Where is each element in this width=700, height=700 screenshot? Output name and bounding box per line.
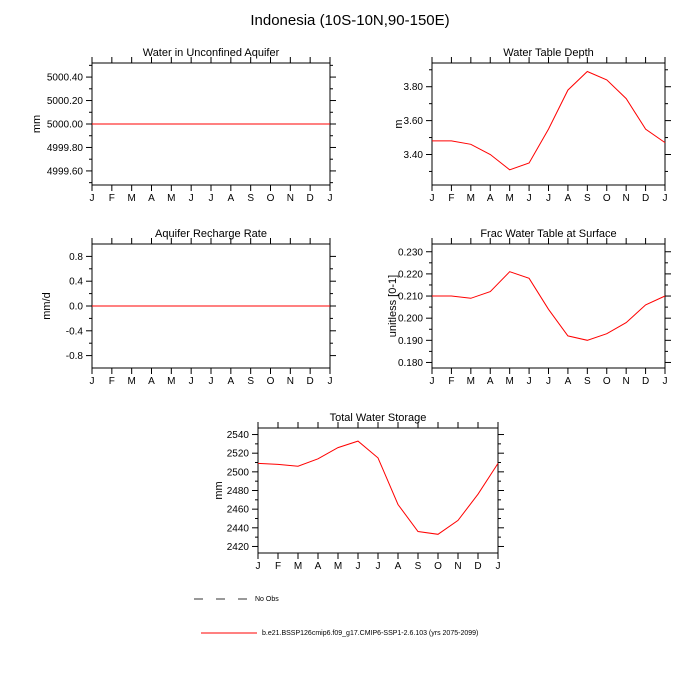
- no-obs-line-swatch: [193, 594, 251, 604]
- y-tick-label: 3.40: [403, 150, 423, 161]
- y-tick-label: 3.60: [403, 116, 423, 128]
- x-tick-label: O: [602, 376, 611, 387]
- y-tick-label: 3.80: [403, 82, 423, 94]
- chart-total-water-storage: [213, 412, 504, 572]
- model-line-swatch: [200, 628, 258, 638]
- x-tick-label: J: [188, 376, 194, 387]
- y-axis-label: mm: [31, 114, 43, 134]
- chart-aquifer-recharge-rate: [41, 228, 336, 387]
- x-tick-label: J: [89, 193, 95, 204]
- x-tick-label: J: [208, 193, 214, 204]
- figure-title: Indonesia (10S-10N,90-150E): [250, 12, 450, 29]
- y-tick-label: -0.4: [65, 326, 83, 338]
- x-tick-label: N: [622, 193, 630, 204]
- plot-frame: [258, 428, 498, 553]
- x-tick-label: M: [505, 376, 514, 387]
- y-tick-label: 2460: [226, 504, 249, 516]
- x-tick-label: F: [448, 193, 455, 204]
- x-tick-label: M: [466, 376, 476, 387]
- x-tick-label: J: [526, 376, 532, 387]
- legend-label-model: b.e21.BSSP126cmip6.f09_g17.CMIP6-SSP1-2.6.103 (yrs 2075-2099): [262, 629, 479, 637]
- y-tick-label: 0.200: [397, 313, 423, 325]
- y-tick-label: 0.4: [69, 276, 83, 288]
- x-tick-label: M: [127, 376, 136, 387]
- series-line-water-table-depth: [432, 72, 665, 170]
- x-tick-label: N: [454, 561, 462, 572]
- y-tick-label: 0.0: [69, 301, 83, 313]
- x-tick-label: A: [227, 193, 235, 204]
- y-tick-label: 0.220: [397, 269, 423, 281]
- x-tick-label: F: [448, 376, 455, 387]
- chart-title: Water Table Depth: [503, 47, 594, 59]
- x-tick-label: J: [429, 193, 435, 204]
- x-tick-label: N: [286, 376, 294, 387]
- y-tick-label: 2480: [226, 486, 249, 497]
- x-tick-label: A: [564, 376, 572, 387]
- x-tick-label: M: [293, 561, 303, 572]
- x-tick-label: J: [546, 193, 551, 204]
- x-tick-label: A: [486, 193, 494, 204]
- x-tick-label: J: [495, 561, 501, 572]
- y-tick-label: 5000.00: [46, 119, 83, 131]
- y-tick-label: 2540: [226, 430, 249, 442]
- chart-title: Total Water Storage: [329, 412, 427, 424]
- x-tick-label: J: [546, 376, 551, 387]
- x-tick-label: D: [306, 193, 314, 204]
- series-line-total-water-storage: [258, 441, 498, 534]
- chart-frac-water-table-at-surface: [387, 228, 671, 387]
- y-tick-label: 2520: [226, 448, 249, 460]
- chart-water-table-depth: [393, 47, 671, 204]
- x-tick-label: J: [327, 193, 333, 204]
- legend-label-no-obs: No Obs: [255, 595, 279, 603]
- x-tick-label: J: [188, 193, 194, 204]
- chart-title: Water in Unconfined Aquifer: [142, 47, 280, 59]
- y-axis-label: m: [393, 119, 405, 129]
- y-tick-label: 2440: [226, 523, 249, 535]
- y-axis-label: mm: [213, 481, 225, 500]
- x-tick-label: J: [327, 376, 333, 387]
- plot-frame: [432, 244, 665, 368]
- y-tick-label: 0.180: [397, 357, 423, 369]
- y-tick-label: 0.8: [69, 251, 83, 263]
- x-tick-label: S: [414, 561, 422, 572]
- x-tick-label: F: [108, 193, 115, 204]
- x-tick-label: J: [89, 376, 95, 387]
- x-tick-label: A: [148, 193, 155, 204]
- x-tick-label: A: [227, 376, 235, 387]
- y-tick-label: 5000.20: [46, 96, 83, 108]
- y-tick-label: 0.210: [397, 291, 423, 303]
- x-tick-label: S: [583, 193, 591, 204]
- x-tick-label: F: [108, 376, 115, 387]
- chart-title: Frac Water Table at Surface: [480, 228, 617, 240]
- legend-item-model: [200, 628, 478, 638]
- y-axis-label: unitless [0-1]: [387, 274, 399, 338]
- x-tick-label: M: [466, 193, 476, 204]
- x-tick-label: J: [255, 561, 261, 572]
- x-tick-label: D: [474, 561, 482, 572]
- x-tick-label: N: [286, 193, 294, 204]
- x-tick-label: O: [602, 193, 611, 204]
- x-tick-label: S: [247, 193, 255, 204]
- x-tick-label: O: [266, 376, 275, 387]
- x-tick-label: D: [306, 376, 314, 387]
- x-tick-label: A: [314, 561, 322, 572]
- x-tick-label: J: [429, 376, 435, 387]
- series-line-frac-water-table-at-surface: [432, 272, 665, 341]
- chart-water-in-unconfined-aquifer: [31, 47, 336, 204]
- x-tick-label: O: [434, 561, 442, 572]
- x-tick-label: O: [266, 193, 275, 204]
- x-tick-label: S: [583, 376, 591, 387]
- plot-frame: [432, 63, 665, 185]
- x-tick-label: A: [148, 376, 155, 387]
- x-tick-label: M: [333, 561, 343, 572]
- y-tick-label: 2420: [226, 541, 249, 553]
- y-tick-label: 0.190: [397, 335, 423, 347]
- x-tick-label: M: [167, 376, 176, 387]
- x-tick-label: F: [274, 561, 282, 572]
- x-tick-label: A: [564, 193, 572, 204]
- x-tick-label: A: [394, 561, 402, 572]
- x-tick-label: A: [486, 376, 494, 387]
- legend-item-no-obs: [193, 594, 279, 604]
- y-tick-label: -0.8: [65, 351, 83, 363]
- x-tick-label: M: [505, 193, 514, 204]
- y-tick-label: 0.230: [397, 247, 423, 259]
- x-tick-label: J: [526, 193, 532, 204]
- x-tick-label: J: [662, 193, 668, 204]
- y-tick-label: 2500: [226, 467, 249, 479]
- x-tick-label: J: [355, 561, 361, 572]
- x-tick-label: D: [641, 193, 650, 204]
- y-tick-label: 4999.80: [46, 142, 83, 154]
- y-tick-label: 5000.40: [46, 72, 83, 84]
- x-tick-label: J: [208, 376, 214, 387]
- x-tick-label: S: [247, 376, 255, 387]
- x-tick-label: J: [662, 376, 668, 387]
- x-tick-label: M: [127, 193, 136, 204]
- y-axis-label: mm/d: [41, 292, 53, 320]
- chart-title: Aquifer Recharge Rate: [155, 228, 267, 240]
- y-tick-label: 4999.60: [46, 166, 83, 178]
- x-tick-label: D: [641, 376, 650, 387]
- x-tick-label: N: [622, 376, 630, 387]
- x-tick-label: M: [167, 193, 176, 204]
- x-tick-label: J: [375, 561, 381, 572]
